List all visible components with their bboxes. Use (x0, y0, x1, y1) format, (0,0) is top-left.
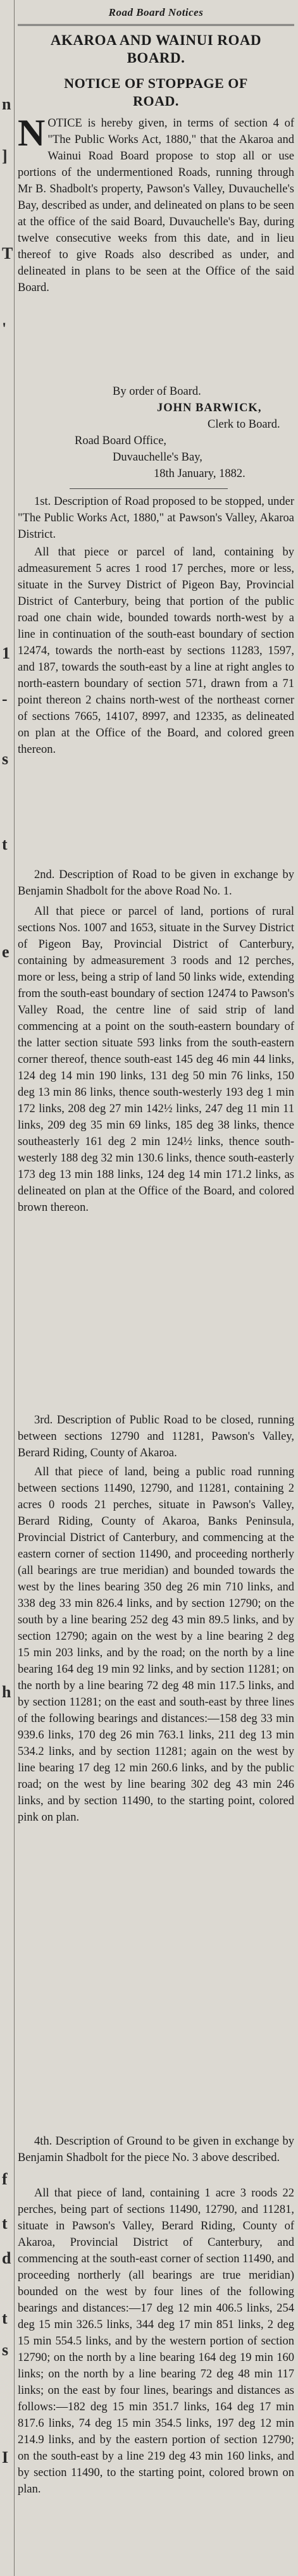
intro-text: OTICE is hereby given, in terms of section 4 of "The Public Works Act, 1880," that the Akaroa and Wainui Road Board propose to stop all or use portions of the undermentioned Roads, running through Mr B. Shadbolt's property, Pawson's Valley, Duvauchelle's Bay, described as under, and delineated on plans to be seen at the office of the said Board, Duvauchelle's Bay, during twelve consecutive weeks from this date, and in lieu thereof to give Roads also described as under, and delineated in plans to be seen at the Office of the said Board. (18, 117, 294, 294)
margin-char: - (2, 690, 8, 708)
notice-date: 18th January, 1882. (154, 468, 245, 480)
margin-char: t (2, 2214, 8, 2232)
notice-title-line2: BOARD. (127, 50, 185, 66)
description-2-body: All that piece or parcel of land, portions of rural sections Nos. 1007 and 1653, situate in the Survey District of Pigeon Bay, Provincial District of Canterbury, containing by admeasurement 3 roods and 12 perches, more or less, being a strip of land 50 links wide, extending from the south-east boundary of section 12474 to Pawson's Valley Road, the centre line of said strip of land commencing at a point on the south-eastern boundary of the latter section situate 593 links from the south-eastern corner thereof, thence south-east 145 deg 46 min 44 links, 124 deg 14 min 190 links, 131 deg 50 min 76 links, 150 deg 13 min 86 links, thence south-westerly 193 deg 1 min 172 links, 208 deg 27 min 142½ links, 247 deg 11 min 11 links, 209 deg 35 min 69 links, 185 deg 38 links, thence southeasterly 161 deg 2 min 124½ links, thence south-westerly 188 deg 32 min 130.6 links, thence south-easterly 173 deg 13 min 188 links, 124 deg 14 min 171.2 links, as delineated on plan at the Office of the Board, and colored brown thereon. (18, 905, 294, 1214)
section-divider (70, 488, 228, 489)
margin-char: s (2, 750, 9, 768)
signature-block (18, 383, 294, 482)
margin-char: s (2, 2341, 9, 2359)
description-3-body: All that piece of land, being a public road running between sections 11490, 12790, and 11281, containing 2 acres 0 roods 21 perches, situate in Pawson's Valley, Berard Riding, County of Akaroa, Banks Peninsula, Provincial District of Canterbury, and commencing at the eastern corner of section 11490, and proceeding northerly (all bearings are true meridian) and bounded towards the west by the lines bearing 350 deg 26 min 710 links, and 338 deg 33 min 826.4 links, and by section 12790; on the south by a line bearing 252 deg 43 min 89.5 links, and by section 12790; again on the west by a line bearing 2 deg 15 min 203 links, and by the road; on the north by a line bearing 164 deg 19 min 92 links, and by section 11281; on the north by a line bearing 72 deg 48 min 117.5 links, and by section 11281; on the east and south-east by three lines of the following bearings and distances:—158 deg 33 min 939.6 links, 170 deg 26 min 763.1 links, 211 deg 13 min 534.2 links, and by section 11281; again on the west by line bearing 17 deg 12 min 260.6 links, and by the public road; on the west by line bearing 302 deg 43 min 246 links, and by section 11490, to the starting point, colored pink on plan. (18, 1466, 294, 1824)
notice-title-line1: AKAROA AND WAINUI ROAD (50, 32, 262, 48)
margin-char: e (2, 943, 9, 961)
description-4-body: All that piece of land, containing 1 acre 3 roods 22 perches, being part of sections 11490, 12790, and 11281, situate in Pawson's Valley, Berard Riding, County of Akaroa, Provincial District of Canterbury, and commencing at the south-east corner of section 11490, and proceeding northerly (all bearings are true meridian) bounded on the west by four lines of the following bearings and distances:—17 deg 12 min 406.5 links, 254 deg 15 min 326.5 links, 344 deg 17 min 851 links, 2 deg 15 min 554.5 links, and by the western portion of section 12790; on the north by a line bearing 164 deg 19 min 160 links; on the north by a line bearing 72 deg 48 min 117 links; on the east by four lines, bearings and distances as follows:—182 deg 15 min 351.7 links, 164 deg 17 min 817.6 links, 74 deg 15 min 354.5 links, 197 deg 12 min 214.9 links, and by the eastern portion of section 12790; on the south-east by a line 219 deg 43 min 160 links, and by section 11490, to the starting point, colored brown on plan. (18, 2187, 294, 2496)
description-1-body: All that piece or parcel of land, containing by admeasurement 5 acres 1 rood 17 perches, more or less, situate in the Survey District of Pigeon Bay, Provincial District of Canterbury, being that portion of the public road one chain wide, bounded towards north-west by a line in continuation of the south-east boundary of section 12474, towards the north-east by sections 11283, 1597, and 187, towards the south-east by a line at right angles to north-eastern boundary of section 571, drawn from a 71 point thereon 2 chains north-west of the northeast corner of sections 7665, 14107, 8997, and 12335, as delineated on plan at the Office of the Board, and colored green thereon. (18, 546, 294, 756)
running-head: Road Board Notices (108, 6, 204, 18)
description-2-heading: 2nd. Description of Road to be given in exchange by Benjamin Shadbolt for the above Road No. 1. (18, 869, 294, 898)
office-place: Duvauchelle's Bay, (113, 451, 202, 464)
margin-char: h (2, 1683, 11, 1701)
clerk-name: JOHN BARWICK, (157, 402, 262, 414)
margin-char: 1 (2, 644, 10, 662)
margin-char: t (2, 2309, 8, 2327)
by-order: By order of Board. (113, 385, 201, 398)
notice-subtitle (18, 75, 294, 110)
description-4-heading: 4th. Description of Ground to be given in exchange by Benjamin Shadbolt for the piece No. 3 above described. (18, 2135, 294, 2164)
notice-subtitle-line1: NOTICE OF STOPPAGE OF (64, 75, 248, 91)
intro-paragraph (18, 115, 294, 381)
adjacent-column-fragment (0, 0, 15, 2576)
margin-char: ] (2, 147, 8, 165)
margin-char: I (2, 2448, 9, 2467)
description-1-heading: 1st. Description of Road proposed to be stopped, under "The Public Works Act, 1880," at Pawson's Valley, Akaroa District. (18, 495, 294, 541)
running-head-bar (18, 0, 294, 26)
margin-char: d (2, 2249, 11, 2267)
office-name: Road Board Office, (75, 435, 167, 447)
clerk-role: Clerk to Board. (208, 418, 280, 431)
notice-subtitle-line2: ROAD. (133, 93, 179, 109)
margin-char: f (2, 2170, 8, 2188)
margin-char: ' (2, 319, 7, 338)
description-3-heading: 3rd. Description of Public Road to be closed, running between sections 12790 and 11281, Pawson's Valley, Berard Riding, County of Akaroa. (18, 1414, 294, 1459)
margin-char: T (2, 244, 13, 263)
margin-char: n (2, 95, 11, 113)
notice-title (18, 32, 294, 67)
margin-char: t (2, 835, 8, 853)
drop-cap: N (18, 115, 46, 154)
